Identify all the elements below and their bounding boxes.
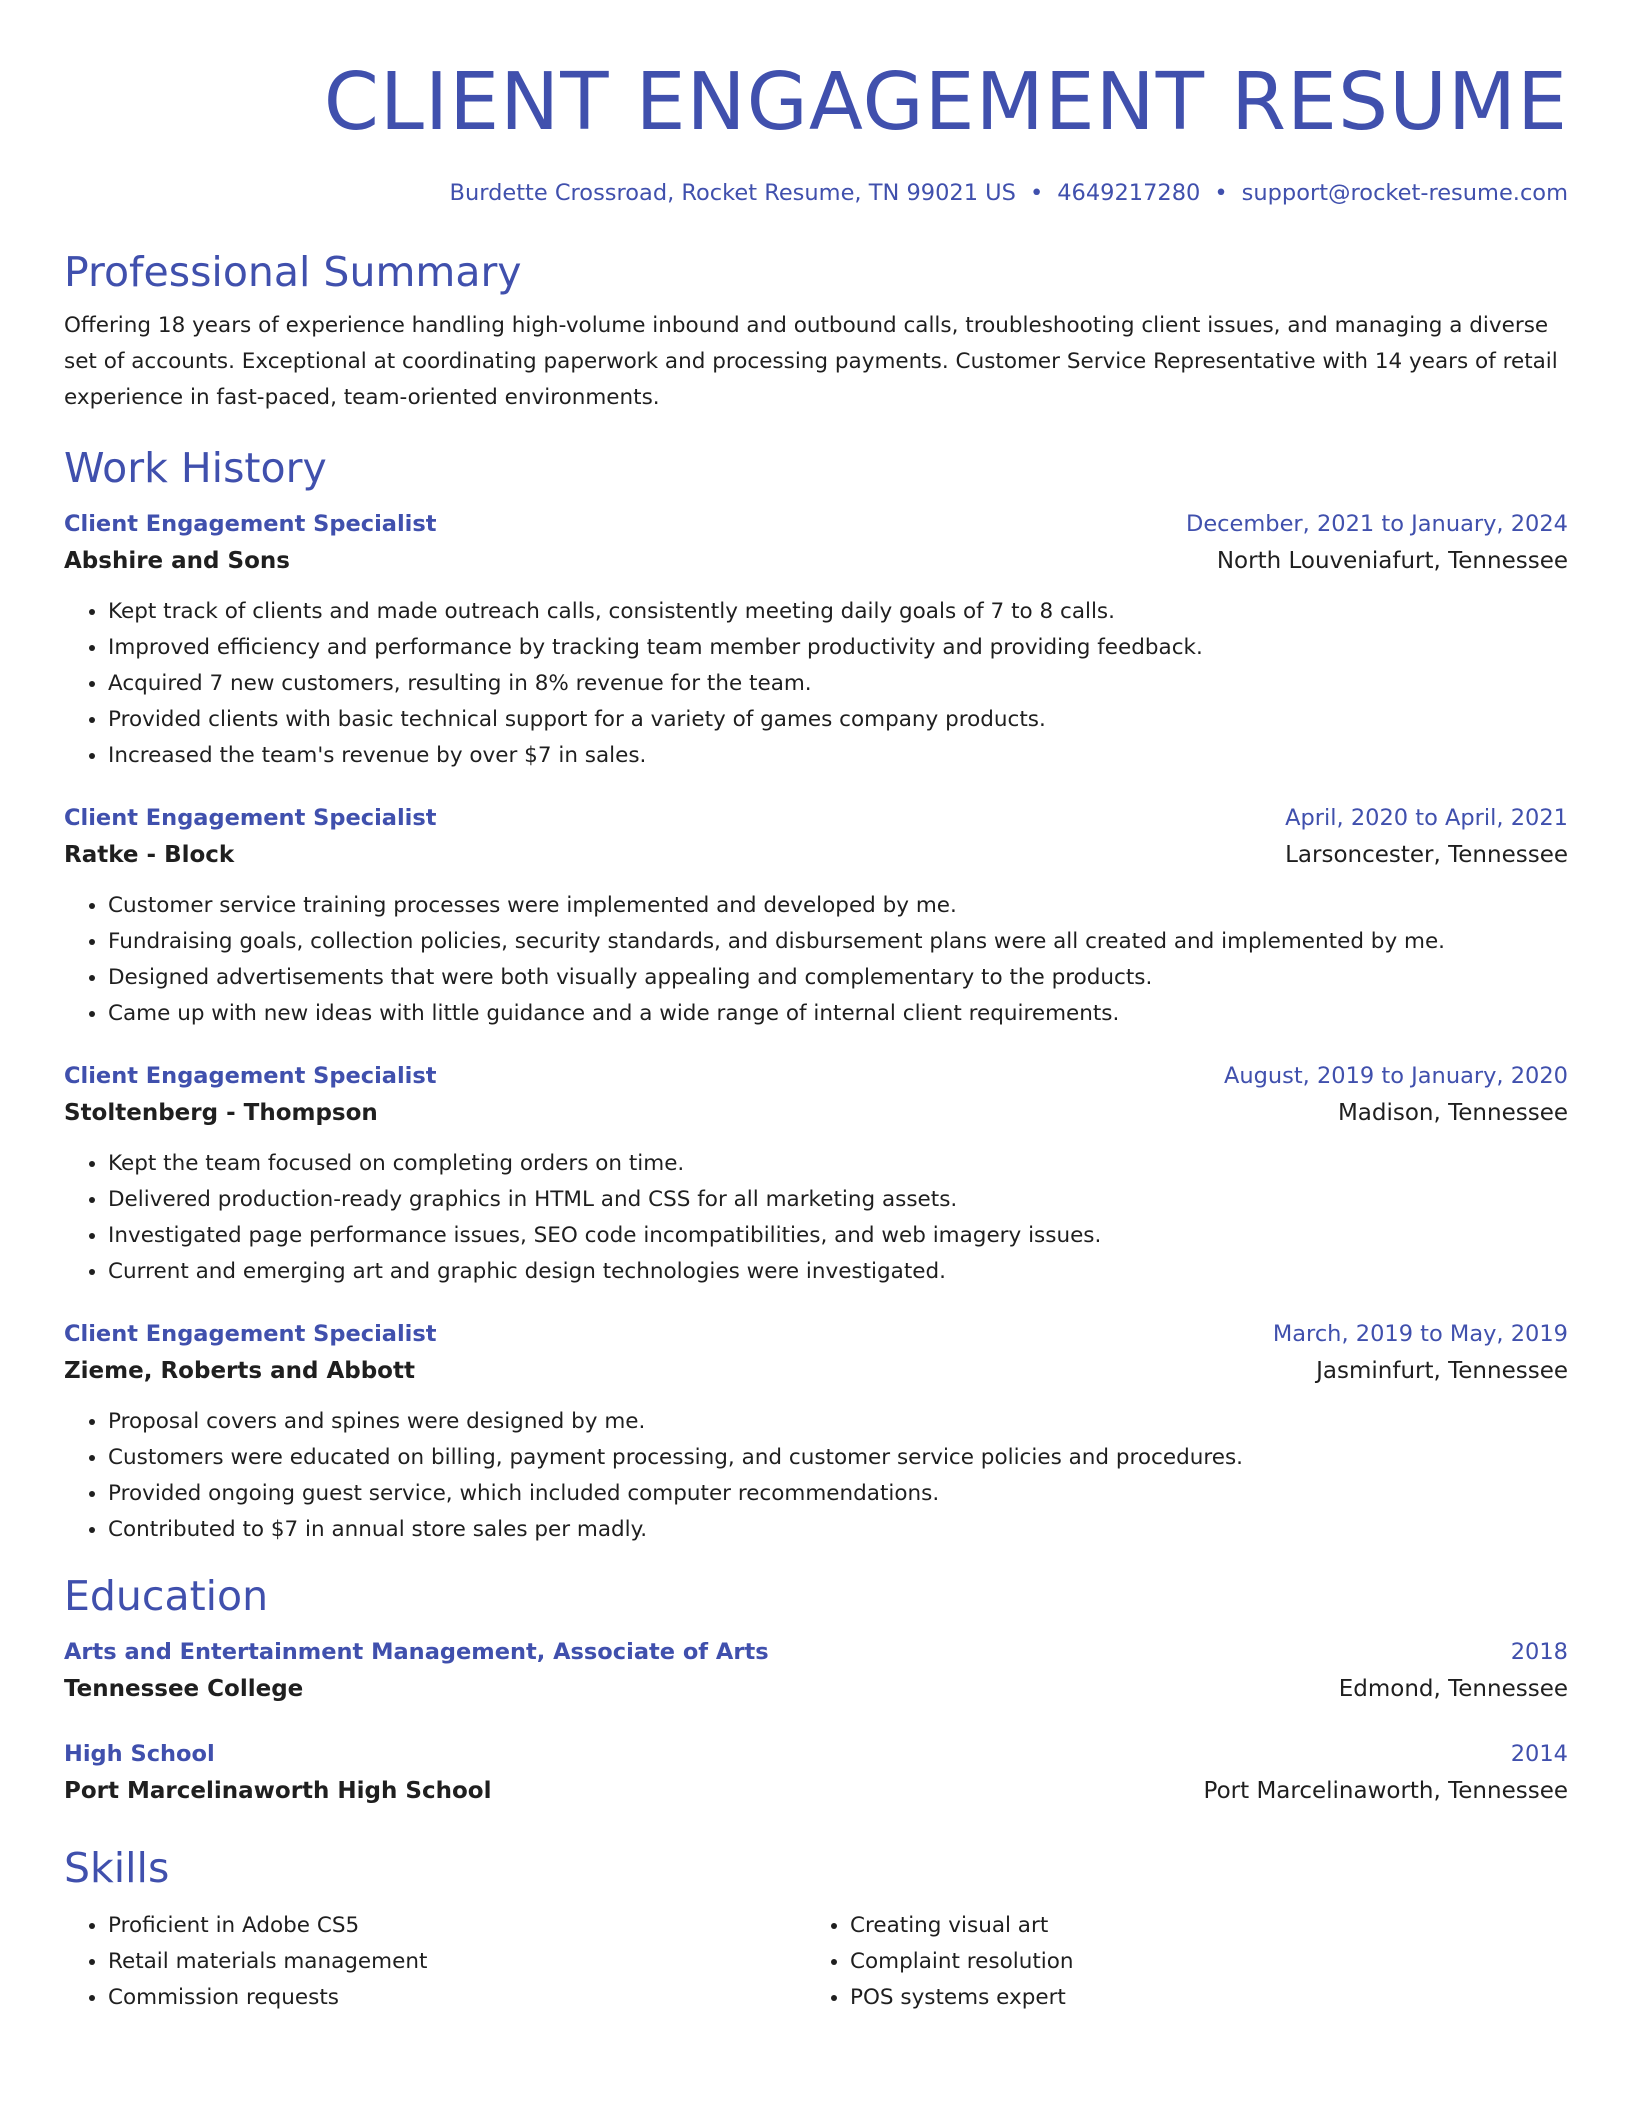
job-dates: December, 2021 to January, 2024 xyxy=(1186,511,1568,537)
job-bullet: • Kept the team focused on completing orders on time. xyxy=(108,1146,1568,1182)
education-location: Port Marcelinaworth, Tennessee xyxy=(1203,1778,1568,1804)
job-title: Client Engagement Specialist xyxy=(64,511,437,537)
job-bullet: • Current and emerging art and graphic design technologies were investigated. xyxy=(108,1254,1568,1290)
job-company: Stoltenberg - Thompson xyxy=(64,1100,378,1126)
job-bullet: • Customer service training processes were implemented and developed by me. xyxy=(108,888,1568,924)
education-school: Tennessee College xyxy=(64,1676,304,1702)
job-company-row xyxy=(64,1352,1568,1390)
job-entry xyxy=(64,506,1568,774)
education-school-row xyxy=(64,1670,1568,1708)
contact-email[interactable]: support@rocket-resume.com xyxy=(1241,180,1568,206)
job-company: Zieme, Roberts and Abbott xyxy=(64,1358,415,1384)
job-bullet: • Came up with new ideas with little guidance and a wide range of internal client requirements. xyxy=(108,996,1568,1032)
job-company-row xyxy=(64,1094,1568,1132)
job-entry xyxy=(64,1316,1568,1548)
job-title: Client Engagement Specialist xyxy=(64,805,437,831)
education-entry xyxy=(64,1736,1568,1810)
contact-phone: 4649217280 xyxy=(1057,180,1201,206)
section-heading-skills: Skills xyxy=(64,1844,170,1892)
skill-item: • Retail materials management xyxy=(108,1944,806,1980)
education-year: 2014 xyxy=(1510,1741,1568,1767)
job-dates: April, 2020 to April, 2021 xyxy=(1285,805,1568,831)
job-company: Ratke - Block xyxy=(64,842,235,868)
resume-page xyxy=(64,0,1568,2016)
resume-title: CLIENT ENGAGEMENT RESUME xyxy=(323,56,1568,148)
education-school-row xyxy=(64,1772,1568,1810)
job-bullet: • Investigated page performance issues, SEO code incompatibilities, and web imagery issues. xyxy=(108,1218,1568,1254)
job-bullet: • Increased the team's revenue by over $7 in sales. xyxy=(108,738,1568,774)
skills-list xyxy=(64,1908,1568,2016)
job-bullet: • Customers were educated on billing, payment processing, and customer service policies and procedures. xyxy=(108,1440,1568,1476)
job-company-row xyxy=(64,836,1568,874)
education-year: 2018 xyxy=(1510,1639,1568,1665)
education-degree: Arts and Entertainment Management, Associate of Arts xyxy=(64,1639,769,1665)
education-location: Edmond, Tennessee xyxy=(1338,1676,1568,1702)
section-heading-summary: Professional Summary xyxy=(64,248,522,296)
job-location: Jasminfurt, Tennessee xyxy=(1316,1358,1568,1384)
job-header xyxy=(64,506,1568,542)
contact-separator: • xyxy=(1029,180,1044,206)
job-header xyxy=(64,1058,1568,1094)
skill-item: • Complaint resolution xyxy=(850,1944,1548,1980)
job-bullet: • Proposal covers and spines were designed by me. xyxy=(108,1404,1568,1440)
job-bullet: • Acquired 7 new customers, resulting in 8% revenue for the team. xyxy=(108,666,1568,702)
education-header xyxy=(64,1634,1568,1670)
contact-separator: • xyxy=(1214,180,1228,206)
job-location: Larsoncester, Tennessee xyxy=(1285,842,1568,868)
skill-item: • Creating visual art xyxy=(850,1908,1548,1944)
job-bullet: • Improved efficiency and performance by tracking team member productivity and providing feedback. xyxy=(108,630,1568,666)
job-title: Client Engagement Specialist xyxy=(64,1321,437,1347)
job-bullet: • Provided ongoing guest service, which included computer recommendations. xyxy=(108,1476,1568,1512)
job-company-row xyxy=(64,542,1568,580)
education-school: Port Marcelinaworth High School xyxy=(64,1778,492,1804)
job-bullets xyxy=(64,888,1568,1032)
education-header xyxy=(64,1736,1568,1772)
job-bullet: • Delivered production-ready graphics in HTML and CSS for all marketing assets. xyxy=(108,1182,1568,1218)
job-bullet: • Provided clients with basic technical support for a variety of games company products. xyxy=(108,702,1568,738)
skills-column-left xyxy=(64,1908,806,2016)
skill-item: • POS systems expert xyxy=(850,1980,1548,2016)
section-heading-education: Education xyxy=(64,1572,269,1620)
job-location: Madison, Tennessee xyxy=(1337,1100,1568,1126)
job-bullets xyxy=(64,1146,1568,1290)
job-bullet: • Fundraising goals, collection policies, security standards, and disbursement plans were all created and implemented by me. xyxy=(108,924,1568,960)
job-header xyxy=(64,1316,1568,1352)
job-company: Abshire and Sons xyxy=(64,548,290,574)
job-dates: March, 2019 to May, 2019 xyxy=(1272,1321,1568,1347)
job-bullet: • Contributed to $7 in annual store sales per madly. xyxy=(108,1512,1568,1548)
job-dates: August, 2019 to January, 2020 xyxy=(1223,1063,1568,1089)
job-entry xyxy=(64,800,1568,1032)
job-header xyxy=(64,800,1568,836)
summary-text: Offering 18 years of experience handling high-volume inbound and outbound calls, troubleshooting client issues, and managing a diverse set of accounts. Exceptional at coordinating paperwork and processing payments. Customer Service Representative with 14 years of retail experience in fast-paced, team-oriented environments. xyxy=(64,313,1558,410)
job-bullet: • Kept track of clients and made outreach calls, consistently meeting daily goals of 7 to 8 calls. xyxy=(108,594,1568,630)
skill-item: • Commission requests xyxy=(108,1980,806,2016)
job-bullets xyxy=(64,594,1568,774)
job-bullet: • Designed advertisements that were both visually appealing and complementary to the products. xyxy=(108,960,1568,996)
education-entry xyxy=(64,1634,1568,1708)
skills-column-right xyxy=(806,1908,1548,2016)
contact-line xyxy=(64,178,1568,208)
education-degree: High School xyxy=(64,1741,215,1767)
skill-item: • Proficient in Adobe CS5 xyxy=(108,1908,806,1944)
job-location: North Louveniafurt, Tennessee xyxy=(1216,548,1568,574)
section-heading-work-history: Work History xyxy=(64,444,327,492)
job-entry xyxy=(64,1058,1568,1290)
job-title: Client Engagement Specialist xyxy=(64,1063,437,1089)
job-bullets xyxy=(64,1404,1568,1548)
contact-address: Burdette Crossroad, Rocket Resume, TN 99021 US xyxy=(449,180,1016,206)
